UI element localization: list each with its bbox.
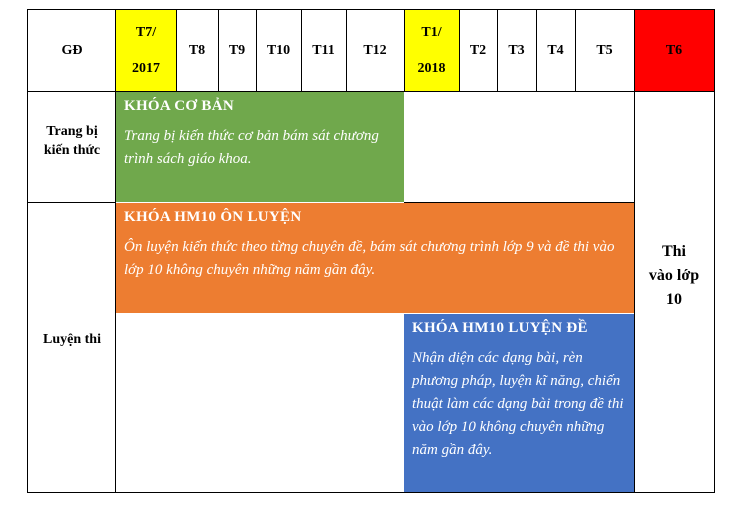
- table-border-right: [714, 9, 715, 493]
- col-line-t9: [256, 9, 257, 92]
- course-practice-desc: Nhận diện các dạng bài, rèn phương pháp, luyện kĩ năng, chiến thuật làm các dạng bài trong đề thi vào lớp 10 không chuyên những năm gần đây.: [412, 350, 624, 458]
- header-t1-label: T1/: [421, 25, 442, 40]
- exam-label-line2: vào lớp: [648, 267, 700, 284]
- row-label-equip: [28, 122, 116, 160]
- row-divider: [27, 202, 116, 203]
- course-practice-title: KHÓA HM10 LUYỆN ĐỀ: [412, 320, 588, 336]
- header-t7-label: T7/: [135, 25, 157, 40]
- col-line-t2: [497, 9, 498, 92]
- col-line-t7: [176, 9, 177, 92]
- course-basic: [116, 92, 404, 202]
- col-line-t12: [404, 9, 405, 92]
- table-border-top: [27, 9, 715, 10]
- exam-label: [634, 240, 714, 312]
- col-line-t5: [634, 9, 635, 493]
- col-line-t1: [459, 9, 460, 92]
- header-t12: T12: [363, 43, 387, 58]
- header-t9: T9: [228, 43, 246, 58]
- row1-right-divider: [404, 202, 634, 203]
- row-label-equip-line1: Trang bị: [46, 124, 98, 139]
- table-border-left: [27, 9, 28, 493]
- header-t5: T5: [596, 43, 613, 58]
- col-line-t8: [218, 9, 219, 92]
- course-practice: [404, 314, 634, 492]
- header-t6: T6: [665, 43, 683, 58]
- col-line-t10: [301, 9, 302, 92]
- header-2017-label: 2017: [132, 61, 160, 76]
- header-t4: T4: [547, 43, 564, 58]
- course-review-title: KHÓA HM10 ÔN LUYỆN: [124, 209, 302, 225]
- header-t10: T10: [266, 43, 291, 58]
- course-basic-desc: Trang bị kiến thức cơ bản bám sát chương trình sách giáo khoa.: [124, 128, 379, 167]
- header-t1-2018: [404, 10, 459, 92]
- row-label-exam-prep: Luyện thi: [43, 332, 101, 347]
- col-line-t11: [346, 9, 347, 92]
- exam-label-line1: Thi: [661, 243, 686, 260]
- header-gd: GĐ: [61, 43, 83, 58]
- header-2018-label: 2018: [417, 61, 446, 76]
- col-line-t4: [575, 9, 576, 92]
- header-t8: T8: [188, 43, 206, 58]
- col-line-gd: [115, 9, 116, 493]
- header-t7-2017: [116, 10, 176, 92]
- col-line-t3: [536, 9, 537, 92]
- header-t2: T2: [469, 43, 487, 58]
- course-basic-title: KHÓA CƠ BẢN: [124, 98, 234, 114]
- header-t3: T3: [508, 43, 525, 58]
- course-review: [116, 203, 634, 313]
- exam-label-line3: 10: [666, 291, 682, 308]
- header-t11: T11: [312, 43, 335, 58]
- course-review-desc: Ôn luyện kiến thức theo từng chuyên đề, bám sát chương trình lớp 9 và đề thi vào lớp 10 không chuyên những năm gần đây.: [124, 239, 615, 278]
- header-bottom-line: [27, 91, 715, 92]
- row-label-equip-line2: kiến thức: [43, 143, 101, 158]
- table-border-bottom: [27, 492, 715, 493]
